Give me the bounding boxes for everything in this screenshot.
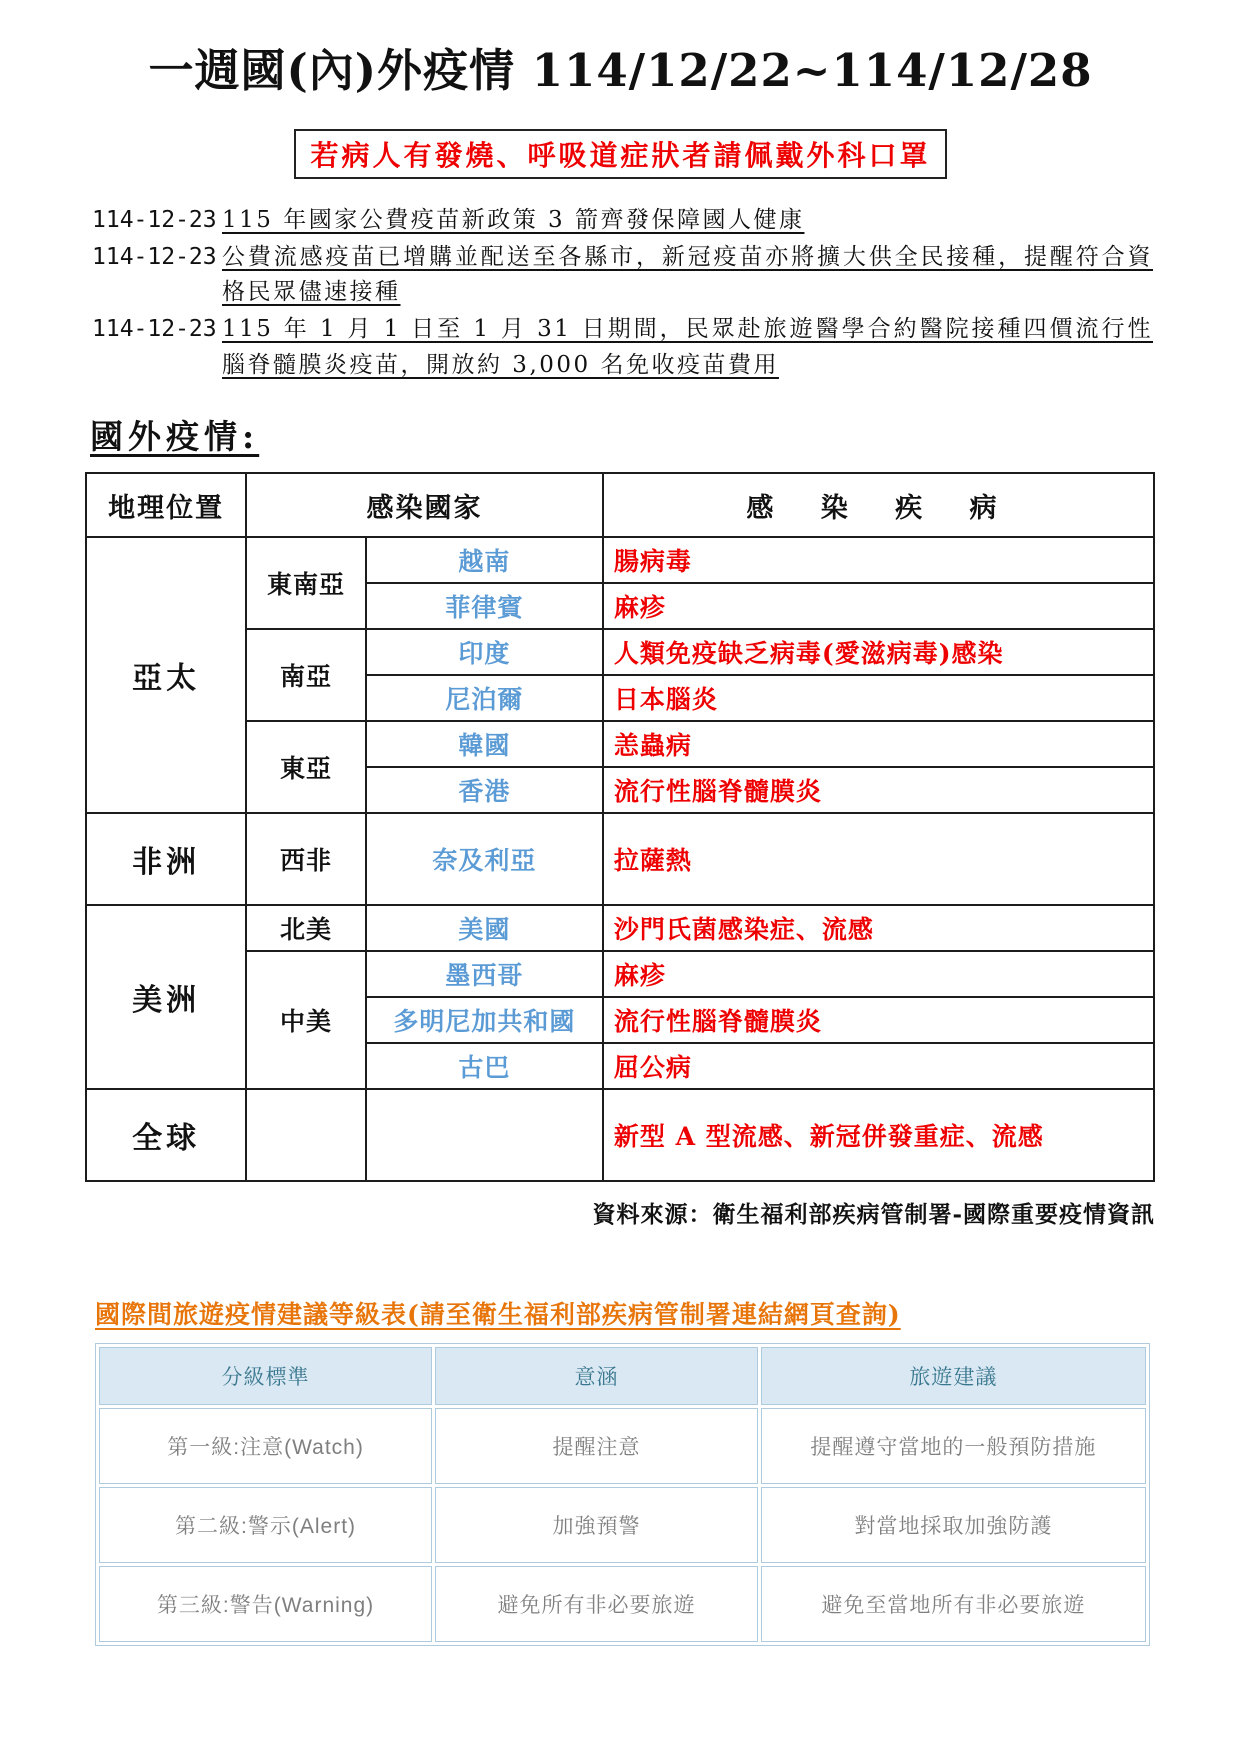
travel-row xyxy=(99,1566,1146,1642)
travel-row xyxy=(99,1487,1146,1563)
travel-cell: 第三級:警告(Warning) xyxy=(99,1566,432,1642)
epidemic-cell-disease: 屈公病 xyxy=(603,1043,1154,1089)
epidemic-table xyxy=(85,472,1155,1182)
epidemic-cell-region: 西非 xyxy=(246,813,366,905)
epidemic-cell-disease: 日本腦炎 xyxy=(603,675,1154,721)
epidemic-cell-geo: 全球 xyxy=(86,1089,246,1181)
epidemic-cell-disease: 拉薩熱 xyxy=(603,813,1154,905)
epidemic-cell-region: 東亞 xyxy=(246,721,366,813)
epidemic-row xyxy=(86,537,1154,583)
news-item-date: 114-12-23 xyxy=(92,243,217,270)
epidemic-header-row xyxy=(86,473,1154,537)
page-title: 一週國(內)外疫情 114/12/22~114/12/28 xyxy=(148,44,1093,97)
epidemic-cell-country: 尼泊爾 xyxy=(366,675,603,721)
epidemic-cell-country: 韓國 xyxy=(366,721,603,767)
news-item-link[interactable]: 115 年 1 月 1 日至 1 月 31 日期間，民眾赴旅遊醫學合約醫院接種四價流行性腦脊髓膜炎疫苗，開放約 3,000 名免收疫苗費用 xyxy=(222,315,1153,378)
epidemic-cell-geo: 非洲 xyxy=(86,813,246,905)
travel-cell: 加強預警 xyxy=(435,1487,758,1563)
travel-cell: 提醒遵守當地的一般預防措施 xyxy=(761,1408,1146,1484)
epidemic-cell-country: 印度 xyxy=(366,629,603,675)
epidemic-row xyxy=(86,951,1154,997)
epidemic-cell-disease: 恙蟲病 xyxy=(603,721,1154,767)
epidemic-cell-region xyxy=(246,1089,366,1181)
travel-header-row xyxy=(99,1347,1146,1405)
epidemic-cell-country: 奈及利亞 xyxy=(366,813,603,905)
epidemic-cell-disease: 腸病毒 xyxy=(603,537,1154,583)
epidemic-cell-country: 古巴 xyxy=(366,1043,603,1089)
epidemic-cell-disease: 麻疹 xyxy=(603,951,1154,997)
news-item-date: 114-12-23 xyxy=(92,315,217,342)
section-title-foreign-epidemics: 國外疫情: xyxy=(90,417,260,457)
travel-cell: 避免所有非必要旅遊 xyxy=(435,1566,758,1642)
epidemic-row xyxy=(86,721,1154,767)
epidemic-cell-region: 北美 xyxy=(246,905,366,951)
epidemic-cell-country: 菲律賓 xyxy=(366,583,603,629)
notice-box xyxy=(294,129,946,179)
epidemic-cell-country: 越南 xyxy=(366,537,603,583)
epidemic-row xyxy=(86,1089,1154,1181)
epidemic-cell-disease: 麻疹 xyxy=(603,583,1154,629)
epidemic-cell-country: 多明尼加共和國 xyxy=(366,997,603,1043)
news-item xyxy=(92,203,1153,239)
travel-advisory-table xyxy=(95,1343,1150,1646)
epidemic-cell-geo: 美洲 xyxy=(86,905,246,1089)
travel-cell: 避免至當地所有非必要旅遊 xyxy=(761,1566,1146,1642)
epidemic-cell-geo: 亞太 xyxy=(86,537,246,813)
news-item-link[interactable]: 公費流感疫苗已增購並配送至各縣市，新冠疫苗亦將擴大供全民接種，提醒符合資格民眾儘速接種 xyxy=(222,243,1153,306)
travel-cell: 第二級:警示(Alert) xyxy=(99,1487,432,1563)
notice-text: 若病人有發燒、呼吸道症狀者請佩戴外科口罩 xyxy=(310,139,931,172)
epidemic-cell-country xyxy=(366,1089,603,1181)
epidemic-row xyxy=(86,905,1154,951)
travel-header-cell: 旅遊建議 xyxy=(761,1347,1146,1405)
source-note: 資料來源：衛生福利部疾病管制署-國際重要疫情資訊 xyxy=(592,1201,1155,1229)
travel-header-cell: 意涵 xyxy=(435,1347,758,1405)
epidemic-cell-region: 中美 xyxy=(246,951,366,1089)
travel-advisory-heading[interactable]: 國際間旅遊疫情建議等級表(請至衛生福利部疾病管制署連結網頁查詢) xyxy=(95,1300,901,1330)
travel-header-cell: 分級標準 xyxy=(99,1347,432,1405)
news-item-date: 114-12-23 xyxy=(92,207,217,233)
epidemic-cell-country: 美國 xyxy=(366,905,603,951)
epidemic-cell-disease: 流行性腦脊髓膜炎 xyxy=(603,767,1154,813)
epidemic-cell-country: 墨西哥 xyxy=(366,951,603,997)
news-item xyxy=(92,312,1153,383)
epidemic-cell-region: 東南亞 xyxy=(246,537,366,629)
epidemic-row xyxy=(86,813,1154,905)
epidemic-cell-region: 南亞 xyxy=(246,629,366,721)
travel-cell: 第一級:注意(Watch) xyxy=(99,1408,432,1484)
epidemic-header-country: 感染國家 xyxy=(246,473,603,537)
epidemic-cell-disease: 流行性腦脊髓膜炎 xyxy=(603,997,1154,1043)
news-item xyxy=(92,240,1153,311)
epidemic-row xyxy=(86,629,1154,675)
travel-row xyxy=(99,1408,1146,1484)
news-list xyxy=(92,203,1153,383)
travel-cell: 提醒注意 xyxy=(435,1408,758,1484)
epidemic-cell-country: 香港 xyxy=(366,767,603,813)
epidemic-cell-disease: 新型 A 型流感、新冠併發重症、流感 xyxy=(603,1089,1154,1181)
news-item-link[interactable]: 115 年國家公費疫苗新政策 3 箭齊發保障國人健康 xyxy=(222,207,805,233)
epidemic-header-location: 地理位置 xyxy=(86,473,246,537)
epidemic-header-disease: 感 染 疾 病 xyxy=(603,473,1154,537)
epidemic-cell-disease: 人類免疫缺乏病毒(愛滋病毒)感染 xyxy=(603,629,1154,675)
travel-cell: 對當地採取加強防護 xyxy=(761,1487,1146,1563)
epidemic-cell-disease: 沙門氏菌感染症、流感 xyxy=(603,905,1154,951)
